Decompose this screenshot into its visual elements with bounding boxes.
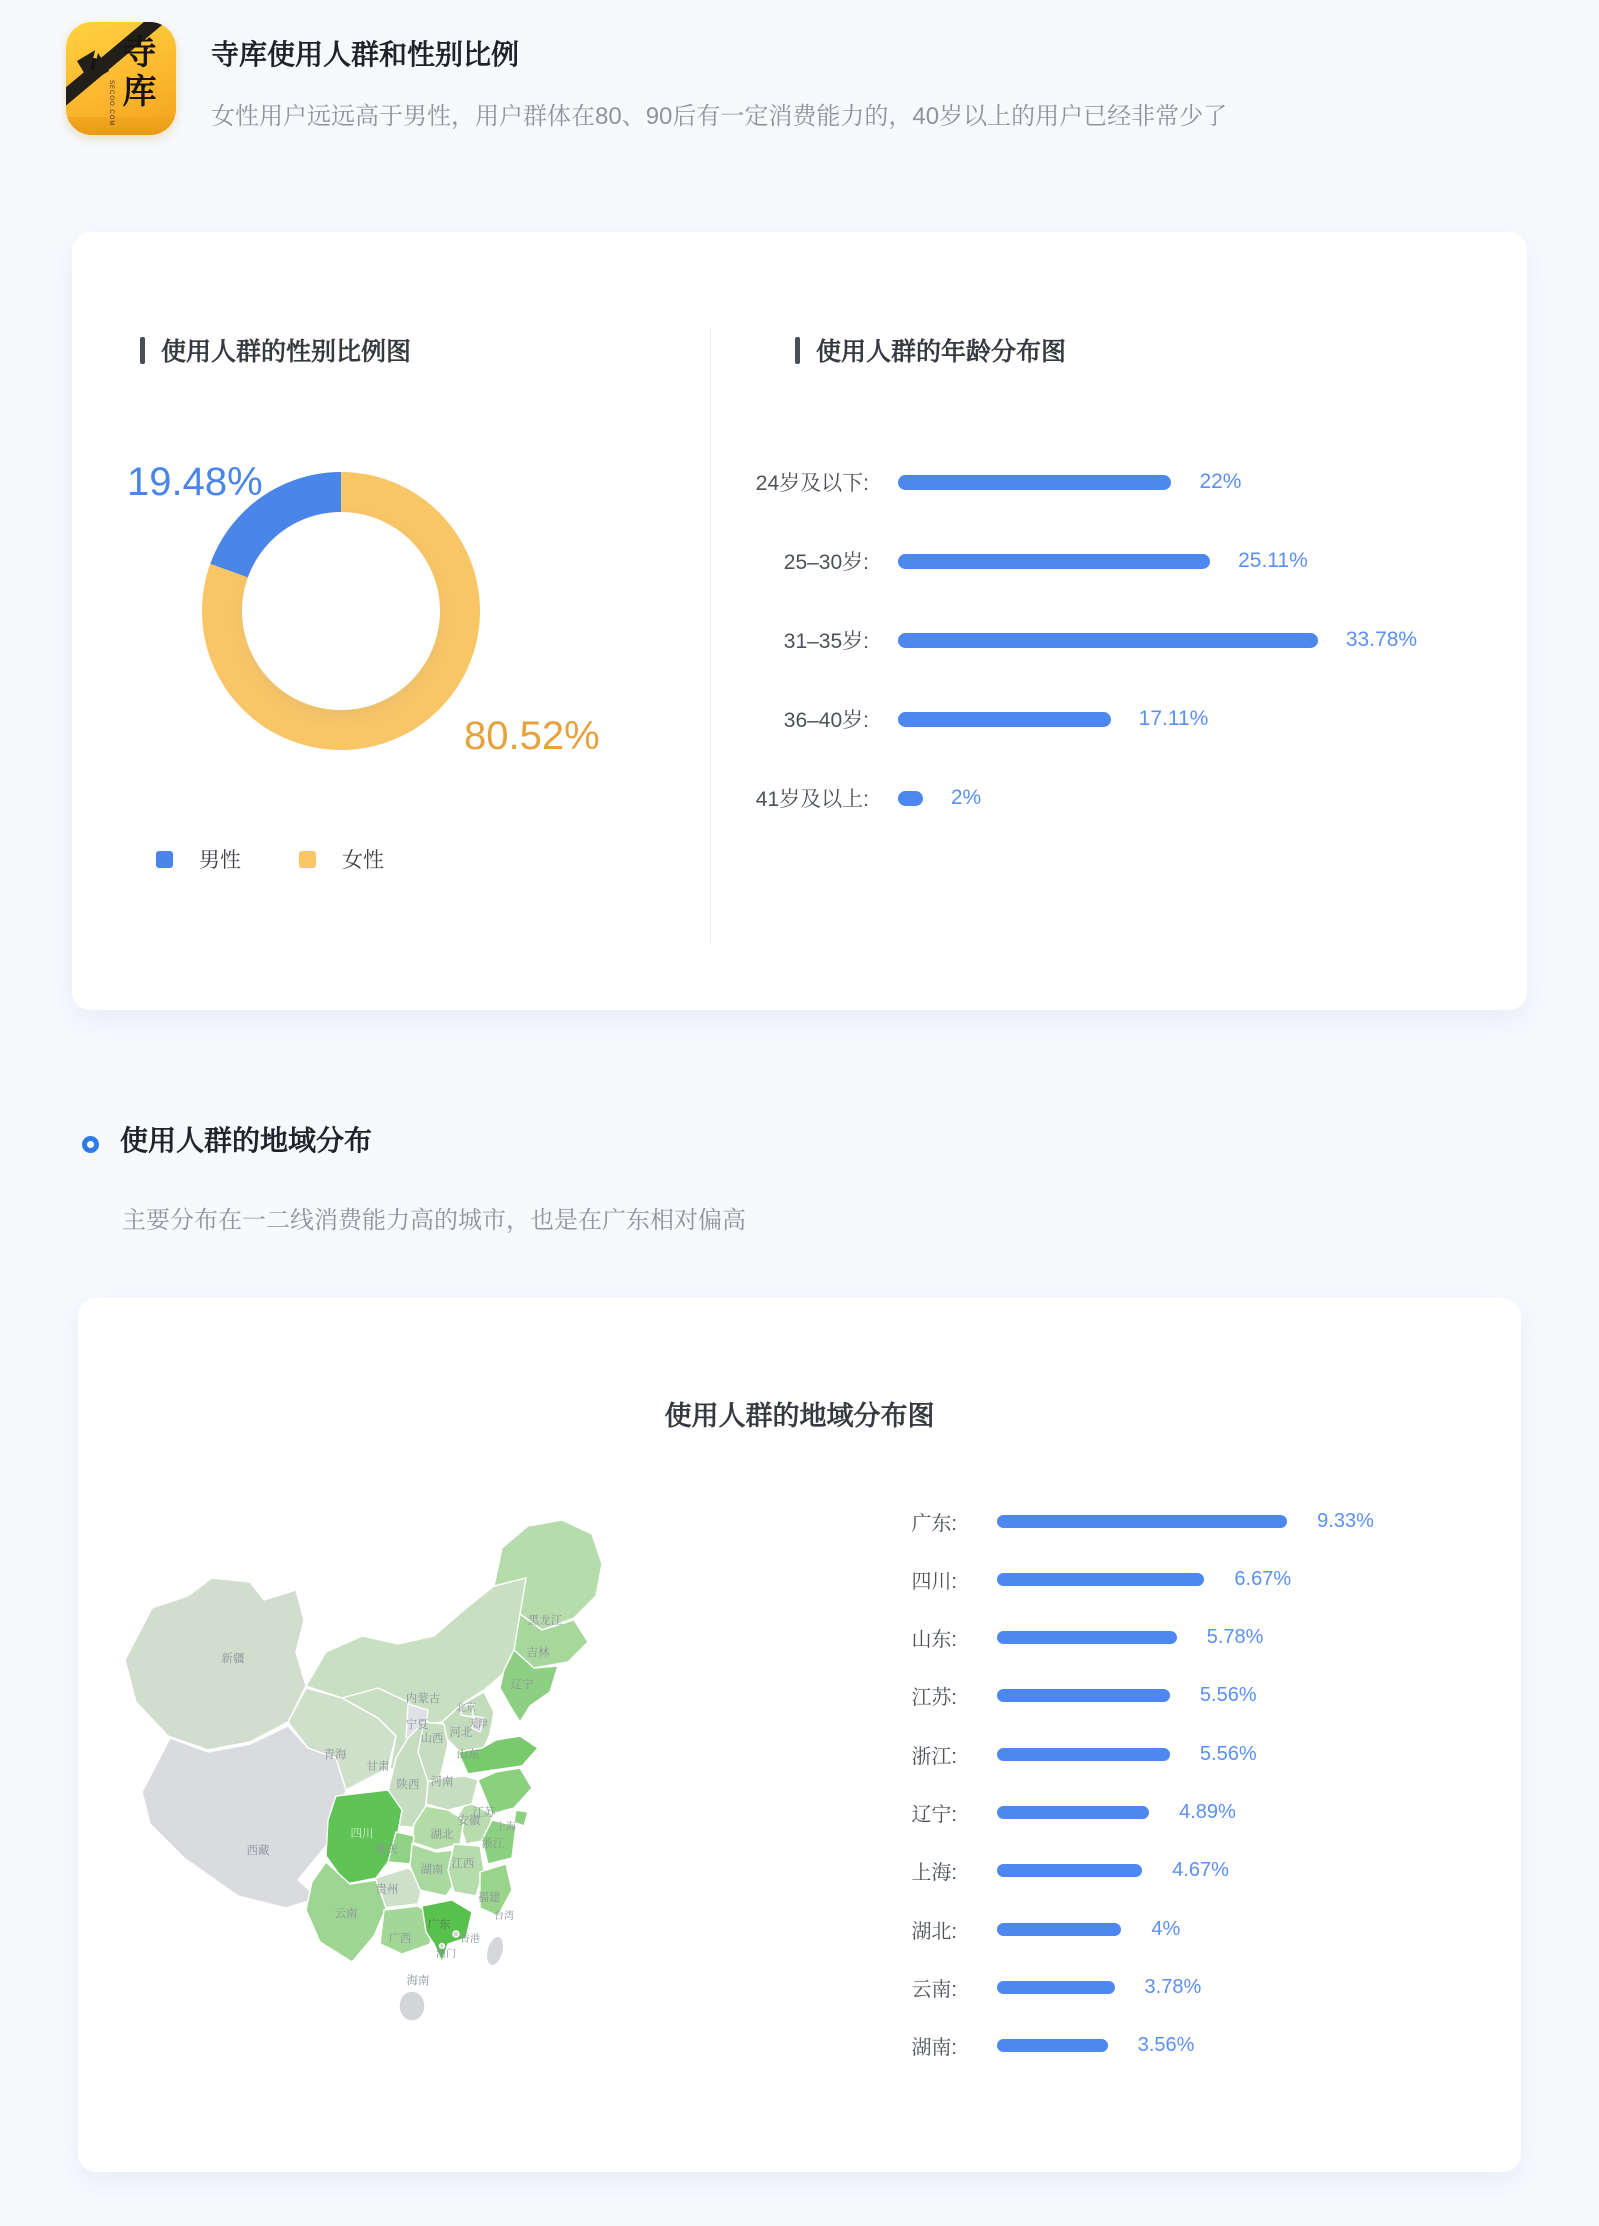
region-bar-row bbox=[818, 1566, 1498, 1592]
region-bar-row bbox=[818, 1508, 1498, 1534]
age-value-label: 22% bbox=[1199, 470, 1242, 493]
section-bullet-icon bbox=[82, 1136, 99, 1153]
map-label-shanxi: 山西 bbox=[420, 1733, 444, 1745]
region-bar bbox=[997, 1573, 1204, 1586]
region-bar bbox=[997, 1806, 1149, 1819]
region-bar-row bbox=[818, 1625, 1498, 1651]
map-label-guizhou: 贵州 bbox=[375, 1884, 399, 1896]
region-bar bbox=[997, 1689, 1170, 1702]
region-bar bbox=[997, 1923, 1121, 1936]
map-label-hainan: 海南 bbox=[406, 1975, 430, 1987]
region-category-label: 上海: bbox=[911, 1862, 957, 1885]
region-bar bbox=[997, 1515, 1287, 1528]
gender-age-card bbox=[72, 232, 1527, 1010]
map-label-jiangxi: 江西 bbox=[451, 1858, 475, 1870]
province-fujian bbox=[477, 1864, 512, 1916]
male-color-swatch bbox=[156, 851, 173, 868]
region-category-label: 江苏: bbox=[911, 1687, 957, 1710]
page-title: 寺库使用人群和性别比例 bbox=[211, 39, 520, 70]
region-value-label: 4.67% bbox=[1172, 1859, 1229, 1882]
legend-item-female bbox=[299, 844, 384, 874]
age-value-label: 17.11% bbox=[1138, 707, 1209, 730]
region-category-label: 浙江: bbox=[911, 1745, 957, 1768]
age-value-label: 25.11% bbox=[1238, 549, 1308, 572]
region-category-label: 云南: bbox=[911, 1978, 957, 2001]
region-value-label: 5.56% bbox=[1199, 1684, 1257, 1707]
province-taiwan bbox=[483, 1934, 506, 1967]
map-label-gansu: 甘肃 bbox=[366, 1761, 390, 1773]
map-label-hebei: 河北 bbox=[449, 1727, 473, 1739]
title-marker-icon bbox=[140, 337, 145, 364]
age-bar bbox=[898, 791, 923, 806]
region-chart-title: 使用人群的地域分布图 bbox=[664, 1401, 935, 1431]
map-label-ningxia: 宁夏 bbox=[405, 1719, 429, 1731]
map-label-liaoning: 辽宁 bbox=[510, 1679, 534, 1691]
region-value-label: 6.67% bbox=[1234, 1567, 1292, 1590]
map-label-henan: 河南 bbox=[430, 1776, 454, 1788]
region-value-label: 3.78% bbox=[1144, 1975, 1202, 1998]
region-category-label: 四川: bbox=[911, 1570, 957, 1593]
region-card bbox=[78, 1298, 1521, 2172]
legend-female-label: 女性 bbox=[342, 849, 384, 872]
donut-hole bbox=[242, 512, 440, 710]
age-category-label: 31–35岁: bbox=[783, 630, 869, 653]
age-value-label: 2% bbox=[950, 786, 982, 809]
gender-chart-title: 使用人群的性别比例图 bbox=[140, 332, 411, 368]
map-label-yunnan: 云南 bbox=[334, 1908, 358, 1920]
province-jiangxi bbox=[448, 1844, 484, 1896]
region-value-label: 4% bbox=[1151, 1917, 1181, 1940]
gender-legend bbox=[156, 844, 442, 874]
page-subtitle: 女性用户远远高于男性，用户群体在80、90后有一定消费能力的，40岁以上的用户已经非常少了 bbox=[211, 103, 1228, 130]
region-value-label: 3.56% bbox=[1137, 2034, 1195, 2057]
age-bar-row bbox=[652, 547, 1492, 575]
map-label-hongkong: 香港 bbox=[460, 1934, 480, 1945]
age-category-label: 25–30岁: bbox=[783, 551, 869, 574]
map-label-shanghai: 上海 bbox=[496, 1822, 516, 1833]
map-label-taiwan: 台湾 bbox=[494, 1911, 514, 1922]
age-bar-row bbox=[652, 468, 1492, 496]
female-color-swatch bbox=[299, 851, 316, 868]
region-bar-chart bbox=[818, 1508, 1498, 2091]
region-bar bbox=[997, 2039, 1108, 2052]
region-bar-row bbox=[818, 1974, 1498, 2000]
gift-box-lid bbox=[66, 117, 176, 135]
legend-male-label: 男性 bbox=[199, 849, 241, 872]
app-icon-brand-chars: 寺库 bbox=[117, 34, 154, 112]
region-bar-row bbox=[818, 1916, 1498, 1942]
map-label-macau: 澳门 bbox=[436, 1949, 456, 1960]
map-label-sichuan: 四川 bbox=[350, 1828, 374, 1840]
map-label-fujian: 福建 bbox=[477, 1892, 501, 1904]
map-label-beijing: 北京 bbox=[456, 1703, 476, 1714]
age-bar bbox=[898, 712, 1111, 727]
age-category-label: 41岁及以上: bbox=[755, 788, 869, 811]
age-value-label: 33.78% bbox=[1345, 628, 1418, 651]
map-label-chongqing: 重庆 bbox=[374, 1844, 398, 1856]
region-section-subtitle: 主要分布在一二线消费能力高的城市，也是在广东相对偏高 bbox=[122, 1207, 746, 1234]
age-category-label: 36–40岁: bbox=[783, 709, 869, 732]
map-label-shandong: 山东 bbox=[456, 1749, 480, 1761]
map-label-shaanxi: 陕西 bbox=[396, 1779, 420, 1791]
map-label-xizang: 西藏 bbox=[246, 1845, 270, 1857]
region-value-label: 5.78% bbox=[1206, 1626, 1264, 1649]
age-bar-row bbox=[652, 626, 1492, 654]
age-chart-title: 使用人群的年龄分布图 bbox=[795, 332, 1066, 368]
region-bar bbox=[997, 1864, 1142, 1877]
age-bar bbox=[898, 554, 1210, 569]
region-category-label: 山东: bbox=[911, 1629, 957, 1652]
age-bar-row bbox=[652, 784, 1492, 812]
map-label-tianjin: 天津 bbox=[468, 1719, 488, 1730]
region-value-label: 4.89% bbox=[1179, 1800, 1236, 1823]
region-bar-row bbox=[818, 1799, 1498, 1825]
china-choropleth-map bbox=[90, 1490, 810, 2050]
gender-donut-chart bbox=[202, 472, 480, 750]
map-label-guangdong: 广东 bbox=[427, 1919, 451, 1931]
region-bar bbox=[997, 1631, 1177, 1644]
age-bar-row bbox=[652, 705, 1492, 733]
title-marker-icon bbox=[795, 337, 800, 364]
province-macau bbox=[440, 1944, 445, 1949]
region-category-label: 湖南: bbox=[911, 2037, 957, 2060]
region-bar-row bbox=[818, 1858, 1498, 1884]
age-bar bbox=[898, 633, 1318, 648]
region-bar-row bbox=[818, 1683, 1498, 1709]
secoo-app-icon bbox=[66, 22, 176, 135]
region-category-label: 湖北: bbox=[911, 1920, 957, 1943]
map-label-neimenggu: 内蒙古 bbox=[405, 1693, 441, 1705]
region-category-label: 辽宁: bbox=[911, 1803, 957, 1826]
female-percentage-label: 80.52% bbox=[464, 714, 600, 758]
age-bar-chart bbox=[652, 468, 1492, 863]
map-label-heilongjiang: 黑龙江 bbox=[527, 1615, 563, 1627]
region-value-label: 9.33% bbox=[1317, 1509, 1374, 1532]
province-shanghai bbox=[514, 1810, 528, 1826]
map-label-jiangsu: 江苏 bbox=[472, 1807, 496, 1819]
province-hainan bbox=[399, 1991, 425, 2021]
age-bar bbox=[898, 475, 1171, 490]
region-value-label: 5.56% bbox=[1199, 1742, 1257, 1765]
app-icon-brand-subtext: SECOO.COM bbox=[108, 80, 114, 127]
region-bar bbox=[997, 1981, 1115, 1994]
age-category-label: 24岁及以下: bbox=[755, 472, 869, 495]
map-label-qinghai: 青海 bbox=[323, 1749, 347, 1761]
legend-item-male bbox=[156, 844, 241, 874]
map-label-zhejiang: 浙江 bbox=[481, 1838, 505, 1850]
province-xinjiang bbox=[125, 1578, 306, 1750]
map-label-guangxi: 广西 bbox=[388, 1933, 412, 1945]
region-section-title: 使用人群的地域分布 bbox=[120, 1125, 373, 1156]
province-hongkong bbox=[453, 1931, 459, 1937]
male-percentage-label: 19.48% bbox=[127, 460, 263, 504]
map-label-jilin: 吉林 bbox=[526, 1647, 550, 1659]
map-label-hunan: 湖南 bbox=[420, 1864, 444, 1876]
bow-icon bbox=[88, 58, 100, 70]
region-bar-row bbox=[818, 2033, 1498, 2059]
region-category-label: 广东: bbox=[911, 1512, 957, 1535]
map-label-hubei: 湖北 bbox=[430, 1829, 454, 1841]
region-bar-row bbox=[818, 1741, 1498, 1767]
region-bar bbox=[997, 1748, 1170, 1761]
map-label-anhui: 安徽 bbox=[457, 1815, 481, 1827]
map-label-xinjiang: 新疆 bbox=[221, 1653, 245, 1665]
